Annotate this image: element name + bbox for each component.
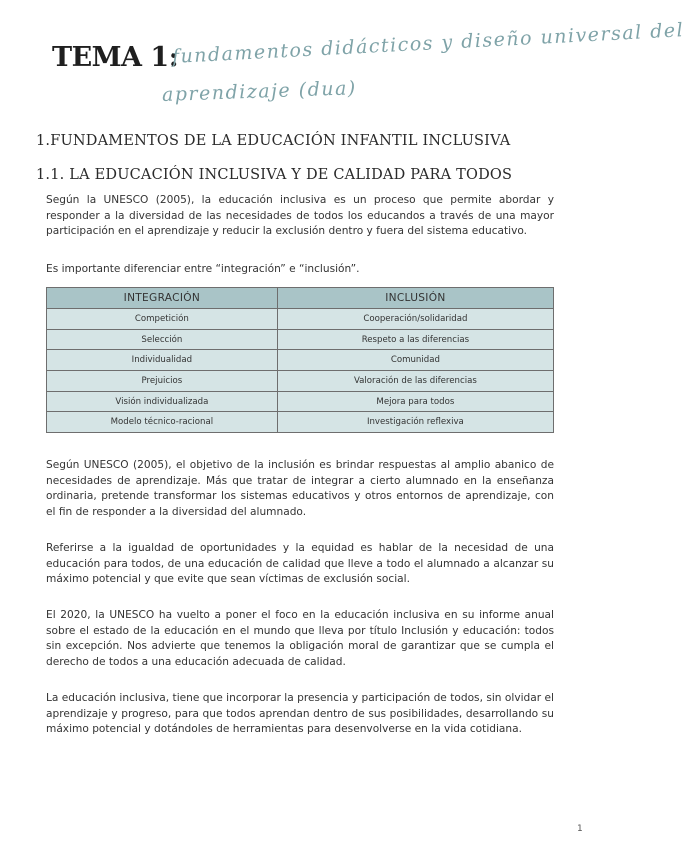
table-cell: Valoración de las diferencias	[277, 371, 553, 392]
table-cell: Selección	[47, 329, 278, 350]
differentiate-paragraph: Es importante diferenciar entre “integración” e “inclusión”.	[46, 263, 360, 275]
table-row	[47, 329, 554, 350]
body-paragraph-2: Referirse a la igualdad de oportunidades y la equidad es hablar de la necesidad de una educación para todos, de una educación de calidad que lleve a todo el alumnado a alcanzar su máximo potencial y que evite que sean víctimas de exclusión social.	[46, 542, 554, 586]
table-row	[47, 391, 554, 412]
body-paragraph-1: Según UNESCO (2005), el objetivo de la inclusión es brindar respuestas al amplio abanico de necesidades de aprendizaje. Más que tratar de integrar a cierto alumnado en la enseñanza ordinaria, pretende transformar los sistemas educativos y otros entornos de aprendizaje, con el fin de responder a la diversidad del alumnado.	[46, 459, 554, 518]
table-cell: Mejora para todos	[277, 391, 553, 412]
table-cell: Modelo técnico-racional	[47, 412, 278, 433]
table-header-inclusion: INCLUSIÓN	[277, 288, 553, 309]
table-cell: Prejuicios	[47, 371, 278, 392]
table-cell: Individualidad	[47, 350, 278, 371]
tema-label: TEMA 1:	[52, 42, 179, 73]
page-number: 1	[577, 824, 583, 834]
table-cell: Cooperación/solidaridad	[277, 309, 553, 330]
section-heading-1: 1.FUNDAMENTOS DE LA EDUCACIÓN INFANTIL INCLUSIVA	[36, 133, 511, 149]
table-cell: Competición	[47, 309, 278, 330]
table-header-row	[47, 288, 554, 309]
body-paragraph-4: La educación inclusiva, tiene que incorporar la presencia y participación de todos, sin olvidar el aprendizaje y progreso, para que todos aprendan dentro de sus posibilidades, desarrollando su máximo potencial y dotándoles de herramientas para desenvolverse en la vida cotidiana.	[46, 692, 554, 736]
table-row	[47, 309, 554, 330]
table-row	[47, 412, 554, 433]
table-cell: Comunidad	[277, 350, 553, 371]
subtitle-line-1: fundamentos didácticos y diseño universal del	[171, 19, 685, 68]
table-row	[47, 350, 554, 371]
table-cell: Respeto a las diferencias	[277, 329, 553, 350]
intro-paragraph: Según la UNESCO (2005), la educación inclusiva es un proceso que permite abordar y responder a la diversidad de las necesidades de todos los educandos a través de una mayor participación en el aprendizaje y reducir la exclusión dentro y fuera del sistema educativo.	[46, 194, 554, 238]
subtitle-line-2: aprendizaje (dua)	[161, 77, 358, 106]
table-cell: Visión individualizada	[47, 391, 278, 412]
comparison-table	[46, 287, 554, 433]
section-heading-1-1: 1.1. LA EDUCACIÓN INCLUSIVA Y DE CALIDAD PARA TODOS	[36, 167, 513, 183]
table-header-integracion: INTEGRACIÓN	[47, 288, 278, 309]
body-paragraph-3: El 2020, la UNESCO ha vuelto a poner el foco en la educación inclusiva en su informe anual sobre el estado de la educación en el mundo que lleva por título Inclusión y educación: todos sin excepción. Nos advierte que tenemos la obligación moral de garantizar que se cumpla el derecho de todos a una educación adecuada de calidad.	[46, 609, 554, 668]
table-row	[47, 371, 554, 392]
table-cell: Investigación reflexiva	[277, 412, 553, 433]
